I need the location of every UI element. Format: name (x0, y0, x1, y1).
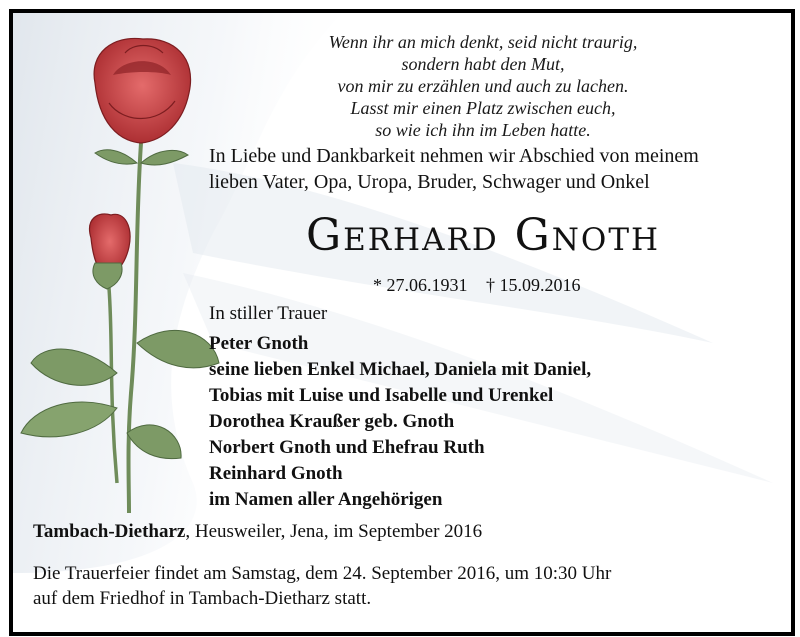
poem-line: sondern habt den Mut, (401, 54, 565, 74)
poem-line: so wie ich ihn im Leben hatte. (375, 120, 591, 140)
place-rest: , Heusweiler, Jena, im September 2016 (185, 521, 483, 542)
mourner-line: Tobias mit Luise und Isabelle und Urenkel (209, 385, 554, 406)
mourner-line: seine lieben Enkel Michael, Daniela mit Daniel, (209, 359, 592, 380)
death-date: † 15.09.2016 (486, 275, 581, 295)
poem-line: Lasst mir einen Platz zwischen euch, (350, 98, 616, 118)
mourner-line: Dorothea Kraußer geb. Gnoth (209, 411, 455, 432)
obituary-frame (9, 9, 795, 636)
intro-line: lieben Vater, Opa, Uropa, Bruder, Schwager und Onkel (209, 171, 650, 193)
service-line: auf dem Friedhof in Tambach-Dietharz statt. (33, 588, 372, 609)
deceased-name: Gerhard Gnoth (305, 210, 661, 261)
poem-line: von mir zu erzählen und auch zu lachen. (337, 76, 629, 96)
service-line: Die Trauerfeier findet am Samstag, dem 24. September 2016, um 10:30 Uhr (33, 563, 612, 584)
mourning-heading: In stiller Trauer (209, 303, 328, 324)
place-date (33, 521, 482, 543)
poem (253, 31, 713, 141)
intro-line: In Liebe und Dankbarkeit nehmen wir Abschied von meinem (209, 145, 699, 167)
mourner-line: Reinhard Gnoth (209, 463, 343, 484)
town-name: Tambach-Dietharz (33, 521, 186, 542)
service-info (33, 561, 611, 611)
mourner-line: Peter Gnoth (209, 333, 309, 354)
mourner-line: im Namen aller Angehörigen (209, 489, 443, 510)
intro-text (209, 143, 795, 195)
mourner-line: Norbert Gnoth und Ehefrau Ruth (209, 437, 485, 458)
life-dates (373, 275, 595, 296)
mourners-list (209, 331, 591, 513)
birth-date: * 27.06.1931 (373, 275, 468, 295)
poem-line: Wenn ihr an mich denkt, seid nicht traurig, (328, 32, 638, 52)
